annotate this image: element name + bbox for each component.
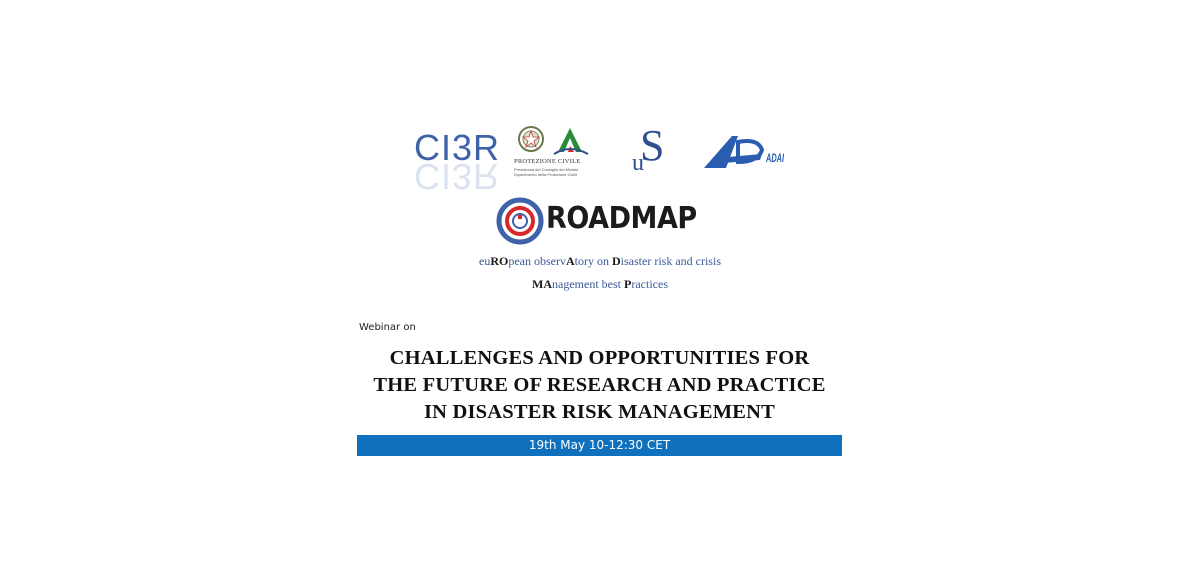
roadmap-target-icon xyxy=(496,197,544,245)
acronym-line-2 xyxy=(0,277,1200,292)
ci3r-logo-reflection: CI3R xyxy=(414,156,501,197)
webinar-title-line: CHALLENGES AND OPPORTUNITIES FOR xyxy=(389,347,810,369)
partner-logos xyxy=(410,121,790,197)
protezione-civile-subtitle-line: Presidenza del Consiglio dei Ministri xyxy=(514,167,579,172)
acronym-letter: MA xyxy=(532,277,553,291)
roadmap-brand xyxy=(496,196,716,246)
roadmap-wordmark: ROADMAP xyxy=(546,201,697,236)
acronym-text: isaster risk and crisis xyxy=(620,254,721,268)
ci3r-logo-text: CI3R xyxy=(414,127,501,168)
acronym-text: ractices xyxy=(631,277,668,291)
webinar-title xyxy=(357,345,842,426)
protezione-civile-subtitle-line: Dipartimento della Protezione Civile xyxy=(514,172,578,177)
acronym-letter: P xyxy=(624,277,632,291)
acronym-letter: A xyxy=(565,254,575,268)
date-banner: 19th May 10-12:30 CET xyxy=(357,435,842,456)
acronym-text: pean observ xyxy=(508,254,566,268)
us-logo-s: S xyxy=(640,121,665,170)
adai-logo xyxy=(702,132,786,172)
webinar-title-line: IN DISASTER RISK MANAGEMENT xyxy=(423,401,776,423)
protezione-civile-logo xyxy=(514,124,594,186)
acronym-text: nagement best xyxy=(552,277,624,291)
acronym-letter: RO xyxy=(490,254,509,268)
webinar-label: Webinar on xyxy=(359,322,416,333)
ci3r-logo xyxy=(414,127,504,197)
webinar-title-line: THE FUTURE OF RESEARCH AND PRACTICE xyxy=(373,374,826,396)
adai-logo-text: ADAI xyxy=(765,151,785,165)
protezione-civile-title: PROTEZIONE CIVILE xyxy=(514,158,581,165)
acronym-letter: D xyxy=(612,254,621,268)
acronym-line-1 xyxy=(0,254,1200,269)
acronym-text: eu xyxy=(479,254,491,268)
italian-emblem-icon xyxy=(518,124,590,158)
acronym-text: tory on xyxy=(574,254,612,268)
protezione-civile-subtitle xyxy=(514,167,594,177)
us-logo-u: u xyxy=(632,150,644,176)
us-logo xyxy=(628,121,668,182)
